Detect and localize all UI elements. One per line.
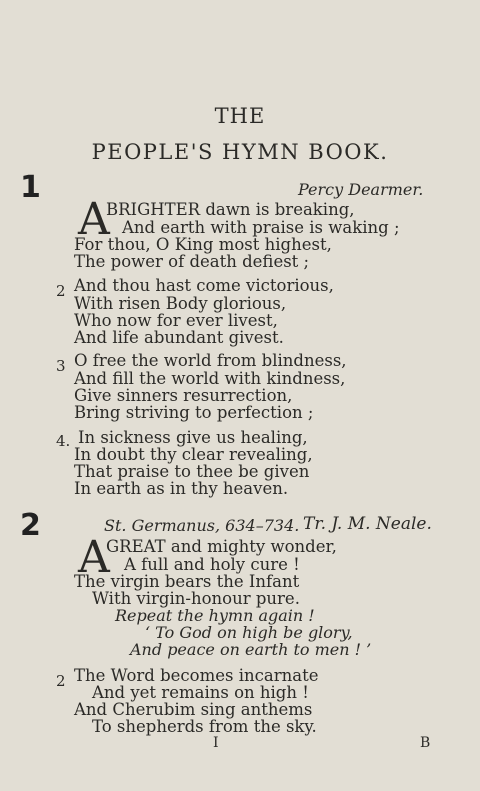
verse-number: 4. <box>56 432 71 450</box>
book-title-line1: THE <box>214 104 266 128</box>
hymn-line: With risen Body glorious, <box>74 294 287 313</box>
hymn-line: With virgin-honour pure. <box>92 589 300 608</box>
hymn-line: And fill the world with kindness, <box>74 369 346 388</box>
hymn-line: And Cherubim sing anthems <box>74 700 313 719</box>
refrain-line: Repeat the hymn again ! <box>115 606 315 625</box>
hymn-line: A full and holy cure ! <box>124 555 300 574</box>
verse-number: 2 <box>56 672 66 690</box>
hymn-line: The power of death defiest ; <box>74 252 310 271</box>
book-title-line2: PEOPLE'S HYMN BOOK. <box>91 140 389 164</box>
refrain-line: ‘ To God on high be glory, <box>145 623 353 642</box>
hymn-line: And life abundant givest. <box>74 328 284 347</box>
hymn-line: Bring striving to perfection ; <box>74 403 314 422</box>
hymn-attribution: Percy Dearmer. <box>298 180 424 199</box>
drop-cap: A <box>78 194 110 245</box>
hymn-line: For thou, O King most highest, <box>74 235 332 254</box>
hymn-number: 2 <box>20 508 41 543</box>
hymn-line: In sickness give us healing, <box>78 428 308 447</box>
signature-mark: B <box>420 735 431 751</box>
hymn-line: And thou hast come victorious, <box>74 276 334 295</box>
page-number: I <box>213 735 219 751</box>
hymn-number: 1 <box>20 170 41 205</box>
hymn-line: In doubt thy clear revealing, <box>74 445 313 464</box>
hymn-line: In earth as in thy heaven. <box>74 479 289 498</box>
hymn-line: The virgin bears the Infant <box>74 572 300 591</box>
hymn-line: That praise to thee be given <box>74 462 310 481</box>
hymn-line: And earth with praise is waking ; <box>122 218 400 237</box>
hymn-line: The Word becomes incarnate <box>74 666 319 685</box>
verse-number: 3 <box>56 357 66 375</box>
verse-number: 2 <box>56 282 66 300</box>
hymn-line: Give sinners resurrection, <box>74 386 293 405</box>
hymn-line: Who now for ever livest, <box>74 311 278 330</box>
hymn-line: And yet remains on high ! <box>92 683 309 702</box>
refrain-line: And peace on earth to men ! ’ <box>130 640 372 659</box>
drop-cap: A <box>78 532 110 583</box>
hymn-line: BRIGHTER dawn is breaking, <box>106 200 355 219</box>
hymn-line: O free the world from blindness, <box>74 351 347 370</box>
hymn-attribution-translator: Tr. J. M. Neale. <box>303 514 432 534</box>
hymn-line: To shepherds from the sky. <box>92 717 317 736</box>
hymn-attribution-source: St. Germanus, 634–734. <box>104 516 300 535</box>
hymn-line: GREAT and mighty wonder, <box>106 537 337 556</box>
